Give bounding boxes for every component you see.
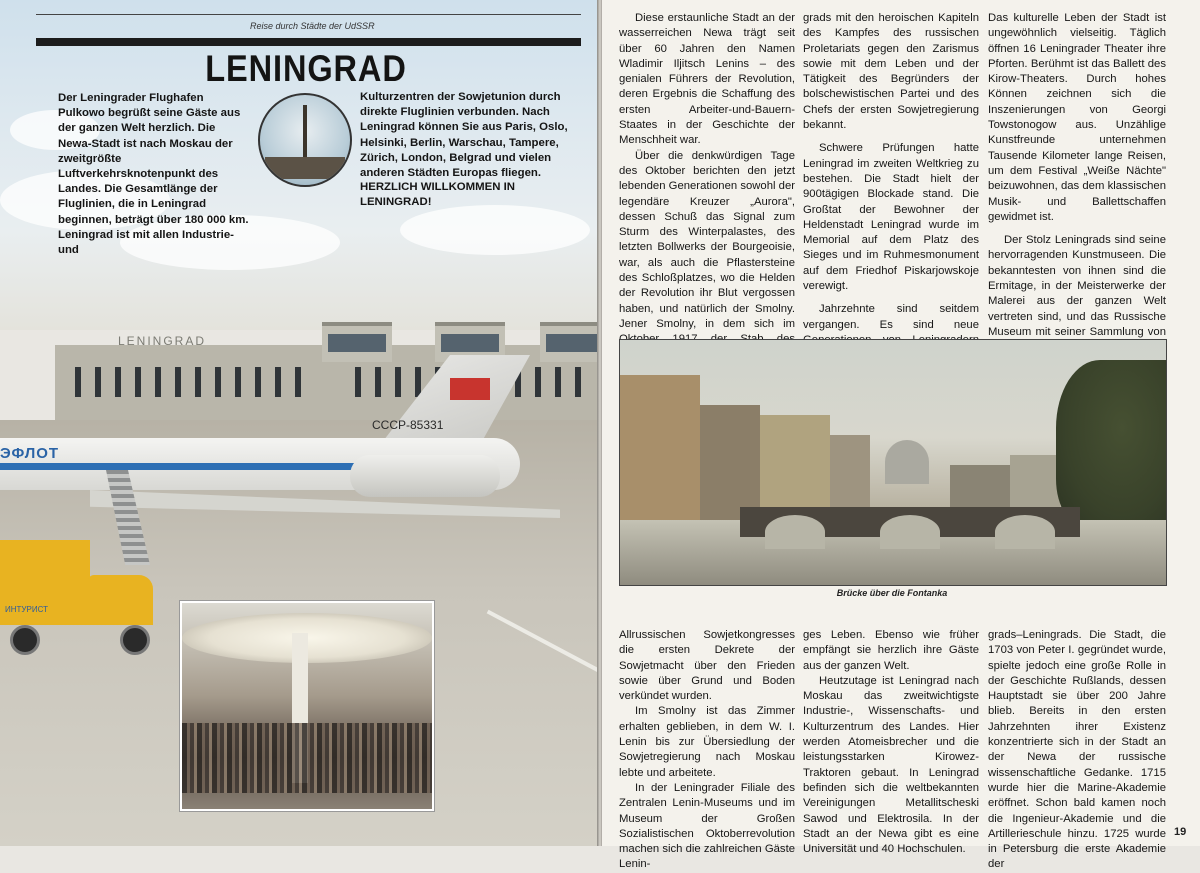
terminal-tower bbox=[540, 322, 598, 362]
paragraph: Das kulturelle Leben der Stadt ist ungewöhnlich vielseitig. Täglich öffnen 16 Leningrader Theater ihre Pforten. Berühmt ist das Ballett des Kirow-Theaters. Durch hohes Können zeichnen sich die Inszenierungen von Georgi Towstonogow aus. Unzählige Kunstfreunde unternehmen Tausende Kilometer lange Reisen, um dem Festival „Weiße Nächte" beizuwohnen, das dem klassischen Musik- und Ballettschaffen gewidmet ist. bbox=[988, 12, 1166, 223]
paragraph: Über die denkwürdigen Tage des Oktober berichten den jetzt lebenden Generationen sowohl der legendäre Kreuzer „Aurora", dessen Schuß das Signal zum Sturm des Winterpalastes, des letzten Bollwerks der Bourgeoisie, war, als auch die Pflastersteine des Schloßplatzes, wo die Helden der Revolution ihr Blut vergossen haben, und natürlich der Smolny. Jener Smolny, in dem sich im bbox=[619, 149, 795, 330]
paragraph: ges Leben. Ebenso wie früher empfängt sie herzlich ihre Gäste aus der ganzen Welt. bbox=[803, 629, 979, 672]
paragraph: Heutzutage ist Leningrad nach Moskau das zweitwichtigste Industrie-, Wissenschafts- und Kulturzentrum des Landes. Hier werden Atomeisbrecher und die leistungsstarken Kirowez-Traktoren gebaut. In Leningrad befinden sich die weltbekannten Vereinigungen Metallitscheski Sawod und Elektrosila. In der Stadt an der Newa gibt es eine Universität und 40 Hochschulen. bbox=[803, 674, 979, 856]
plane-airline-name: ЭФЛОТ bbox=[0, 445, 60, 462]
page-title: LENINGRAD bbox=[205, 48, 407, 89]
page-number: 19 bbox=[1174, 826, 1187, 838]
fontanka-bridge-photo bbox=[619, 339, 1167, 586]
plane-registration: СССР-85331 bbox=[372, 418, 444, 432]
paragraph: Im Smolny ist das Zimmer erhalten geblieben, in dem W. I. Lenin bis zur Übersiedlung der Sowjetregierung nach Moskau lebte und arbeitete. bbox=[619, 705, 795, 779]
terminal-tower bbox=[322, 322, 392, 362]
paragraph: grads mit den heroischen Kapiteln des Kampfes des russischen Proletariats gegen den Zarismus sowie mit dem Leben und der Tätigkeit des Begründers der bolschewistischen Partei und des Chefs der ersten Sowjetregierung bekannt. bbox=[803, 12, 979, 132]
cloud bbox=[400, 205, 590, 255]
running-head: Reise durch Städte der UdSSR bbox=[250, 21, 375, 31]
intro-text-right: Kulturzentren der Sowjetunion durch direkte Fluglinien verbunden. Nach Leningrad können Sie aus Paris, Oslo, Helsinki, Berlin, Warschau, Tampere, Zürich, London, Belgrad und vielen anderen Städten Europas fliegen. bbox=[360, 91, 568, 180]
tail-flag bbox=[450, 378, 490, 400]
lower-column-3 bbox=[988, 628, 1166, 873]
peter-paul-medallion bbox=[258, 93, 352, 187]
left-page bbox=[0, 0, 598, 846]
truck-wheel bbox=[10, 625, 40, 655]
paragraph: In der Leningrader Filiale des Zentralen Lenin-Museums und im Museum der Großen Sozialistischen Oktoberrevolution machen sich die zahlreichen Gäste Lenin- bbox=[619, 781, 795, 871]
paragraph: Der Stolz Leningrads sind seine hervorragenden Kunstmuseen. Die bekanntesten von ihnen sind die Ermitage, in der Meisterwerke der Malerei aus der ganzen Welt vertreten sind, und das Russische Museum mit seiner Sammlung von bbox=[988, 234, 1166, 338]
truck-cab bbox=[88, 575, 153, 625]
photo-caption: Brücke über die Fontanka bbox=[836, 588, 948, 598]
plane-engine bbox=[350, 455, 500, 497]
paragraph: Diese erstaunliche Stadt an der wasserreichen Newa trägt seit über 60 Jahren den Namen Wladimir Iljitsch Lenins – des genialen Führers der Revolution, deren Ergebnis die Schaffung des ersten Arbeiter-und-Bauern-Staates in der Geschichte der Menschheit war. bbox=[619, 12, 795, 147]
lower-column-1 bbox=[619, 628, 795, 873]
paragraph: Allrussischen Sowjetkongresses die ersten Dekrete der Sowjetmacht über den Frieden sowie über Grund und Boden verkündet wurden. bbox=[619, 629, 795, 703]
header-rule bbox=[36, 14, 581, 15]
header-bar bbox=[36, 38, 581, 46]
paragraph: Jahrzehnte sind seitdem vergangen. Es sind neue bbox=[803, 303, 979, 331]
terminal-sign: LENINGRAD bbox=[118, 334, 207, 348]
welcome-heading: HERZLICH WILLKOMMEN IN LENINGRAD! bbox=[360, 181, 516, 208]
intro-text-left: Der Leningrader Flughafen Pulkowo begrüßt seine Gäste aus der ganzen Welt herzlich. Die Newa-Stadt ist nach Moskau der zweitgrößte Luftverkehrsknotenpunkt des Landes. Die Gesamtlänge der Fluglinien, die in Leningrad beginnen, beträgt über 180 000 km. Leningrad ist mit allen Industrie- und bbox=[58, 92, 249, 257]
paragraph: Schwere Prüfungen hatte Leningrad im zweiten Weltkrieg zu bestehen. Die Stadt hielt der 900tägigen Blockade stand. Die Großtat der Bewohner der Heldenstadt Leningrad wurde im Memorial auf dem Platz des Sieges und im Ruhmesmonument auf dem Friedhof Piskarjowskoje verewigt. bbox=[803, 142, 979, 293]
truck-label: ИНТУРИСТ bbox=[5, 605, 48, 614]
terminal-interior-photo bbox=[180, 601, 434, 811]
truck-wheel bbox=[120, 625, 150, 655]
paragraph: grads–Leningrads. Die Stadt, die 1703 von Peter I. gegründet wurde, spielte jedoch eine große Rolle in der Geschichte Rußlands, dessen Hauptstadt sie über 200 Jahre blieb. Bereits in den ersten Jahrzehnten ihrer Existenz konzentrierte sich in der Stadt an der Newa der russische wissenschaftliche Gedanke. 1715 wurde hier die Marine-Akademie eröffnet. Schon bald kamen noch die Ingenieur-Akademie und die Artillerieschule hinzu. 1725 wurde in Petersburg die erste Akademie der bbox=[988, 629, 1166, 871]
lower-column-2 bbox=[803, 628, 979, 857]
